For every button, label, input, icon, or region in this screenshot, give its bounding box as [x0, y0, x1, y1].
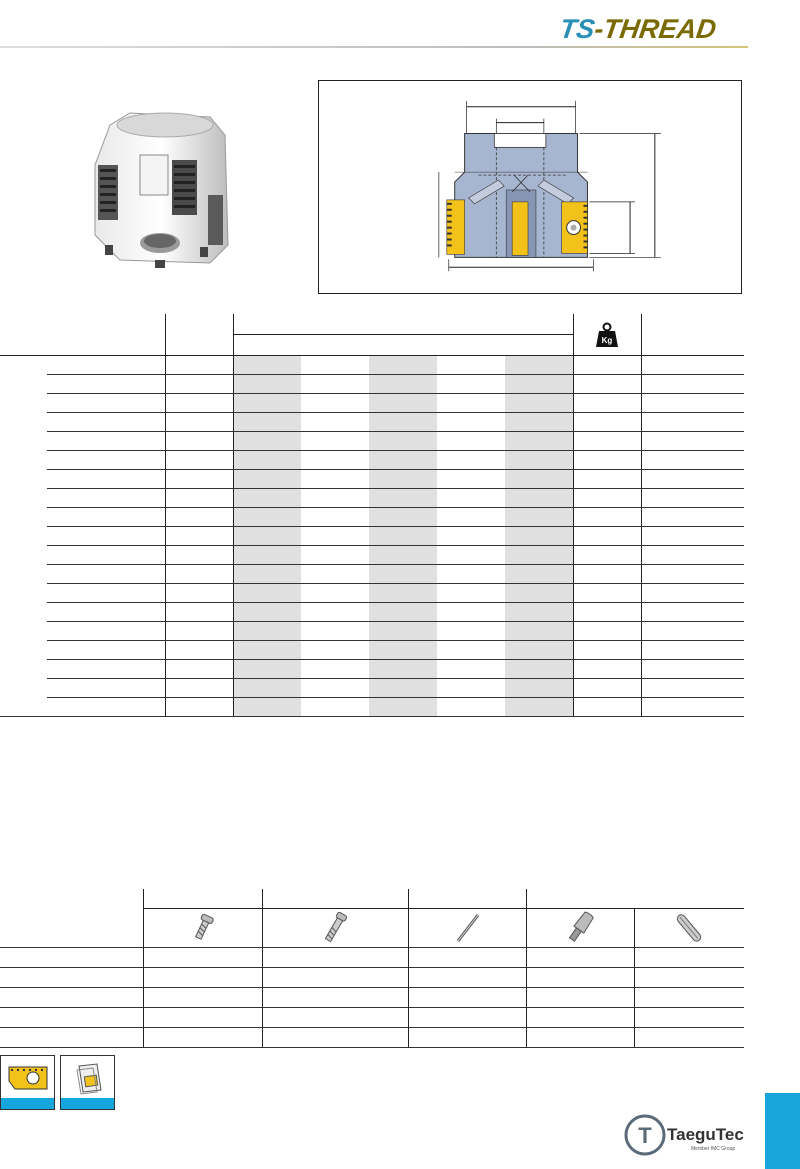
- table-cell: [641, 660, 744, 679]
- table-cell: [437, 489, 505, 508]
- table-cell: [233, 508, 301, 527]
- parts-group-4: [526, 889, 744, 909]
- table-cell: [641, 641, 744, 660]
- table-cell: [437, 603, 505, 622]
- table-cell: [47, 451, 165, 470]
- table-row: [0, 527, 744, 546]
- table-cell: [233, 641, 301, 660]
- table-cell: [0, 413, 47, 432]
- table-cell: [0, 948, 143, 968]
- table-cell: [165, 451, 233, 470]
- table-cell: [634, 988, 744, 1008]
- table-cell: [165, 470, 233, 489]
- table-cell: [408, 988, 526, 1008]
- table-cell: [369, 375, 437, 394]
- table-cell: [301, 546, 369, 565]
- side-tab: [765, 1093, 800, 1169]
- table-cell: [165, 584, 233, 603]
- parts-group-1: [143, 889, 262, 909]
- spare-parts-table: [0, 889, 744, 1048]
- table-row: [0, 413, 744, 432]
- table-cell: [301, 603, 369, 622]
- table-cell: [0, 641, 47, 660]
- table-cell: [0, 1028, 143, 1048]
- table-cell: [369, 394, 437, 413]
- header-designation: [0, 314, 165, 356]
- table-cell: [0, 375, 47, 394]
- table-cell: [369, 622, 437, 641]
- table-cell: [641, 489, 744, 508]
- table-cell: [301, 641, 369, 660]
- table-cell: [143, 1028, 262, 1048]
- table-row: [0, 470, 744, 489]
- table-cell: [0, 356, 47, 375]
- table-cell: [233, 527, 301, 546]
- table-cell: [0, 451, 47, 470]
- specification-table: [0, 314, 744, 717]
- table-cell: [437, 413, 505, 432]
- table-cell: [369, 641, 437, 660]
- header-rule: [0, 46, 748, 48]
- table-cell: [233, 565, 301, 584]
- table-cell: [143, 988, 262, 1008]
- table-cell: [233, 660, 301, 679]
- table-cell: [641, 622, 744, 641]
- table-cell: [0, 508, 47, 527]
- table-cell: [369, 413, 437, 432]
- table-cell: [143, 1008, 262, 1028]
- table-cell: [437, 527, 505, 546]
- table-cell: [0, 603, 47, 622]
- table-row: [0, 508, 744, 527]
- table-cell: [233, 394, 301, 413]
- table-row: [0, 394, 744, 413]
- table-cell: [437, 508, 505, 527]
- table-row: [0, 679, 744, 698]
- product-photo: [60, 95, 260, 275]
- table-cell: [505, 432, 573, 451]
- table-cell: [573, 394, 641, 413]
- table-cell: [165, 546, 233, 565]
- table-cell: [641, 679, 744, 698]
- table-cell: [47, 546, 165, 565]
- svg-text:Member IMC Group: Member IMC Group: [691, 1146, 736, 1152]
- table-cell: [369, 546, 437, 565]
- table-cell: [165, 489, 233, 508]
- table-cell: [505, 527, 573, 546]
- table-cell: [301, 622, 369, 641]
- table-cell: [641, 413, 744, 432]
- table-cell: [526, 1008, 634, 1028]
- table-cell: [634, 968, 744, 988]
- table-cell: [262, 968, 408, 988]
- table-cell: [0, 698, 47, 717]
- table-row: [0, 948, 744, 968]
- brand-name: -THREAD: [592, 14, 719, 44]
- table-cell: [408, 948, 526, 968]
- table-cell: [47, 565, 165, 584]
- table-cell: [47, 508, 165, 527]
- table-cell: [369, 603, 437, 622]
- svg-text:TaeguTec: TaeguTec: [667, 1125, 744, 1144]
- table-cell: [437, 660, 505, 679]
- header-dimensions: [233, 314, 573, 335]
- table-cell: [437, 641, 505, 660]
- clamp-screw-icon: [320, 911, 350, 945]
- table-cell: [0, 470, 47, 489]
- table-cell: [233, 698, 301, 717]
- table-cell: [165, 565, 233, 584]
- table-cell: [233, 470, 301, 489]
- lubricant-tube-icon: [672, 910, 706, 946]
- table-cell: [526, 948, 634, 968]
- table-cell: [369, 584, 437, 603]
- table-cell: [233, 451, 301, 470]
- catalog-page-box: [60, 1055, 115, 1110]
- table-cell: [0, 394, 47, 413]
- table-cell: [47, 432, 165, 451]
- table-cell: [437, 584, 505, 603]
- table-cell: [165, 356, 233, 375]
- table-cell: [0, 546, 47, 565]
- table-cell: [0, 622, 47, 641]
- table-cell: [505, 679, 573, 698]
- table-cell: [262, 1008, 408, 1028]
- table-cell: [301, 432, 369, 451]
- table-cell: [301, 413, 369, 432]
- table-cell: [573, 356, 641, 375]
- table-cell: [165, 679, 233, 698]
- table-cell: [0, 660, 47, 679]
- table-cell: [641, 375, 744, 394]
- table-cell: [573, 432, 641, 451]
- key-icon: [452, 911, 482, 945]
- table-cell: [301, 698, 369, 717]
- table-cell: [369, 679, 437, 698]
- table-cell: [369, 356, 437, 375]
- table-cell: [505, 641, 573, 660]
- parts-group-3: [408, 889, 526, 909]
- table-cell: [0, 565, 47, 584]
- technical-drawing: [318, 80, 742, 294]
- table-cell: [0, 432, 47, 451]
- table-cell: [505, 470, 573, 489]
- table-cell: [47, 584, 165, 603]
- table-cell: [262, 948, 408, 968]
- table-cell: [0, 679, 47, 698]
- table-row: [0, 988, 744, 1008]
- table-cell: [369, 698, 437, 717]
- screw-icon: [191, 913, 215, 943]
- table-cell: [573, 489, 641, 508]
- table-cell: [369, 508, 437, 527]
- parts-col-clamp-screw: [262, 909, 408, 948]
- table-row: [0, 622, 744, 641]
- table-cell: [505, 451, 573, 470]
- table-cell: [165, 622, 233, 641]
- table-row: [0, 451, 744, 470]
- table-cell: [641, 394, 744, 413]
- table-cell: [233, 584, 301, 603]
- table-cell: [233, 375, 301, 394]
- table-cell: [47, 489, 165, 508]
- table-cell: [437, 375, 505, 394]
- table-cell: [165, 394, 233, 413]
- table-cell: [369, 489, 437, 508]
- table-cell: [165, 413, 233, 432]
- table-cell: [437, 394, 505, 413]
- table-cell: [573, 660, 641, 679]
- svg-text:T: T: [638, 1123, 652, 1148]
- table-cell: [505, 356, 573, 375]
- parts-col-screw: [143, 909, 262, 948]
- table-cell: [408, 1008, 526, 1028]
- table-cell: [573, 451, 641, 470]
- table-row: [0, 489, 744, 508]
- table-cell: [437, 451, 505, 470]
- table-cell: [301, 394, 369, 413]
- table-cell: [301, 508, 369, 527]
- insert-tool-icon: [565, 910, 595, 946]
- table-cell: [505, 375, 573, 394]
- table-cell: [233, 413, 301, 432]
- table-cell: [262, 988, 408, 1008]
- table-cell: [641, 508, 744, 527]
- table-cell: [47, 641, 165, 660]
- table-cell: [573, 470, 641, 489]
- table-cell: [301, 489, 369, 508]
- table-cell: [369, 660, 437, 679]
- header-weight: [573, 314, 641, 356]
- table-row: [0, 698, 744, 717]
- table-cell: [408, 968, 526, 988]
- table-cell: [233, 546, 301, 565]
- table-cell: [437, 470, 505, 489]
- table-cell: [634, 1028, 744, 1048]
- insert-shape-box: [0, 1055, 55, 1110]
- table-cell: [437, 679, 505, 698]
- table-cell: [573, 413, 641, 432]
- table-cell: [233, 356, 301, 375]
- table-cell: [47, 527, 165, 546]
- table-cell: [641, 584, 744, 603]
- table-row: [0, 1028, 744, 1048]
- table-cell: [0, 968, 143, 988]
- table-cell: [165, 527, 233, 546]
- table-cell: [408, 1028, 526, 1048]
- table-cell: [573, 641, 641, 660]
- table-row: [0, 565, 744, 584]
- table-cell: [47, 470, 165, 489]
- table-row: [0, 432, 744, 451]
- table-cell: [573, 603, 641, 622]
- table-cell: [301, 565, 369, 584]
- table-cell: [301, 356, 369, 375]
- table-cell: [505, 546, 573, 565]
- table-cell: [47, 679, 165, 698]
- table-cell: [437, 565, 505, 584]
- table-cell: [47, 660, 165, 679]
- table-cell: [0, 527, 47, 546]
- table-cell: [143, 948, 262, 968]
- table-cell: [437, 432, 505, 451]
- table-cell: [369, 527, 437, 546]
- table-cell: [641, 565, 744, 584]
- table-cell: [369, 451, 437, 470]
- table-cell: [573, 698, 641, 717]
- table-cell: [573, 508, 641, 527]
- table-cell: [233, 489, 301, 508]
- table-cell: [437, 698, 505, 717]
- table-cell: [301, 679, 369, 698]
- table-cell: [641, 470, 744, 489]
- header-last: [641, 314, 744, 356]
- header-col-2: [165, 314, 233, 356]
- table-cell: [505, 603, 573, 622]
- table-cell: [573, 546, 641, 565]
- table-cell: [165, 432, 233, 451]
- table-cell: [47, 698, 165, 717]
- table-cell: [165, 508, 233, 527]
- table-cell: [634, 948, 744, 968]
- table-cell: [641, 356, 744, 375]
- parts-group-2: [262, 889, 408, 909]
- table-cell: [165, 641, 233, 660]
- table-cell: [0, 489, 47, 508]
- table-cell: [641, 546, 744, 565]
- table-cell: [262, 1028, 408, 1048]
- table-cell: [0, 1008, 143, 1028]
- insert-shape-bar: [1, 1098, 54, 1109]
- table-cell: [437, 622, 505, 641]
- table-cell: [369, 432, 437, 451]
- table-row: [0, 375, 744, 394]
- table-cell: [634, 1008, 744, 1028]
- table-cell: [47, 622, 165, 641]
- table-cell: [165, 698, 233, 717]
- table-cell: [0, 584, 47, 603]
- table-cell: [641, 527, 744, 546]
- table-cell: [526, 1028, 634, 1048]
- table-cell: [505, 489, 573, 508]
- brand-title: [557, 14, 745, 44]
- table-cell: [573, 375, 641, 394]
- table-cell: [437, 546, 505, 565]
- table-cell: [233, 622, 301, 641]
- table-cell: [301, 451, 369, 470]
- parts-col-tool: [526, 909, 634, 948]
- table-row: [0, 968, 744, 988]
- table-cell: [573, 679, 641, 698]
- table-cell: [505, 622, 573, 641]
- table-row: [0, 641, 744, 660]
- table-cell: [641, 698, 744, 717]
- weight-kg-icon: [595, 322, 619, 348]
- table-cell: [505, 660, 573, 679]
- table-cell: [505, 394, 573, 413]
- table-cell: [573, 584, 641, 603]
- table-cell: [526, 968, 634, 988]
- table-cell: [233, 679, 301, 698]
- insert-shape-icon: [7, 1065, 49, 1091]
- table-cell: [505, 508, 573, 527]
- parts-header-designation: [0, 889, 143, 948]
- table-cell: [641, 451, 744, 470]
- table-cell: [369, 565, 437, 584]
- table-cell: [301, 375, 369, 394]
- table-cell: [505, 413, 573, 432]
- table-cell: [143, 968, 262, 988]
- table-cell: [47, 375, 165, 394]
- table-cell: [47, 356, 165, 375]
- table-cell: [47, 603, 165, 622]
- table-cell: [47, 413, 165, 432]
- table-cell: [301, 470, 369, 489]
- table-cell: [437, 356, 505, 375]
- table-cell: [641, 432, 744, 451]
- table-cell: [165, 660, 233, 679]
- table-cell: [301, 527, 369, 546]
- table-cell: [165, 375, 233, 394]
- table-cell: [165, 603, 233, 622]
- svg-text:Kg: Kg: [601, 335, 613, 345]
- table-row: [0, 1008, 744, 1028]
- table-cell: [505, 565, 573, 584]
- table-cell: [641, 603, 744, 622]
- table-cell: [233, 432, 301, 451]
- table-cell: [47, 394, 165, 413]
- table-row: [0, 603, 744, 622]
- table-row: [0, 584, 744, 603]
- table-cell: [526, 988, 634, 1008]
- parts-col-key: [408, 909, 526, 948]
- parts-col-tube: [634, 909, 744, 948]
- table-row: [0, 546, 744, 565]
- brand-prefix: TS: [557, 14, 597, 44]
- catalog-page-icon: [73, 1062, 105, 1096]
- header-dimension-sub: [233, 335, 573, 356]
- table-cell: [505, 584, 573, 603]
- table-cell: [573, 527, 641, 546]
- table-cell: [233, 603, 301, 622]
- catalog-page-bar: [61, 1098, 114, 1109]
- table-cell: [505, 698, 573, 717]
- taegutec-logo: [623, 1112, 748, 1158]
- table-row: [0, 660, 744, 679]
- table-row: [0, 356, 744, 375]
- table-cell: [301, 584, 369, 603]
- table-cell: [369, 470, 437, 489]
- table-cell: [573, 622, 641, 641]
- table-cell: [301, 660, 369, 679]
- table-cell: [0, 988, 143, 1008]
- table-cell: [573, 565, 641, 584]
